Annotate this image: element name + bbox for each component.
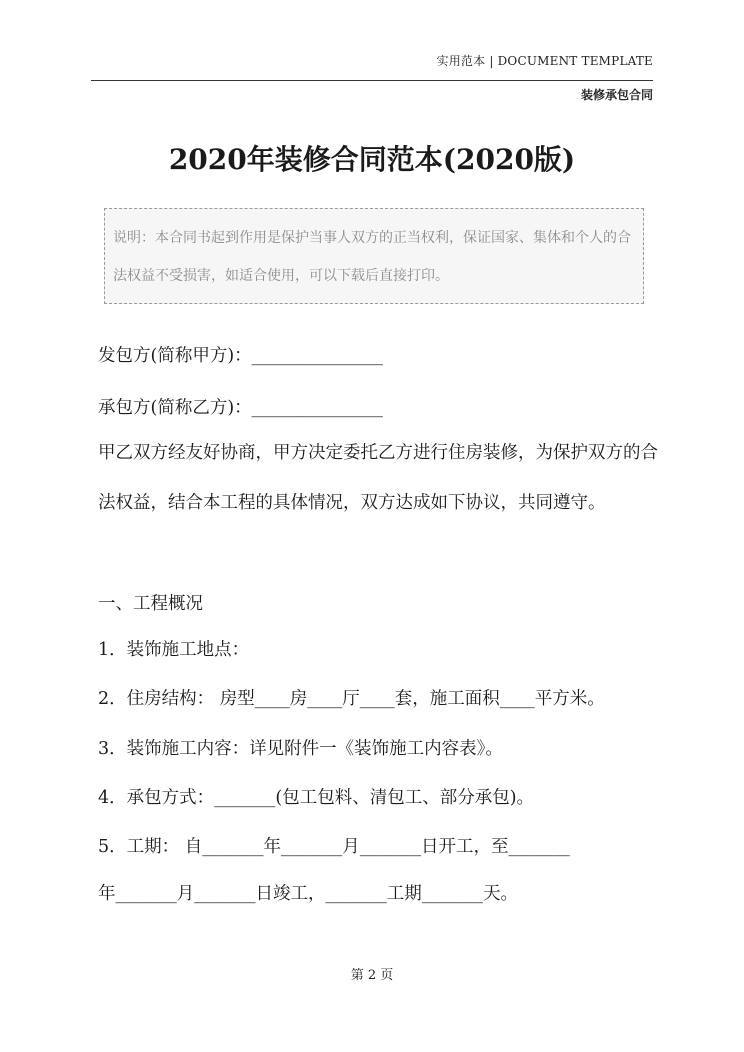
party-a-line: 发包方(简称甲方)：_______________ <box>98 346 383 366</box>
usage-note-text: 说明：本合同书起到作用是保护当事人双方的正当权利，保证国家、集体和个人的合法权益不受损害，如适合使用，可以下载后直接打印。 <box>113 230 631 284</box>
usage-note-box <box>104 208 644 304</box>
section-1-item-1: 1．装饰施工地点： <box>98 640 250 660</box>
section-1-item-5: 5．工期： 自_______年_______月_______日开工，至_______ <box>98 837 570 857</box>
section-1-heading: 一、工程概况 <box>98 594 203 614</box>
section-1-item-2: 2．住房结构： 房型____房____厅____套，施工面积____平方米。 <box>98 689 605 709</box>
intro-paragraph: 甲乙双方经友好协商，甲方决定委托乙方进行住房装修，为保护双方的合法权益，结合本工程的具体情况，双方达成如下协议，共同遵守。 <box>98 443 658 513</box>
page-number: 第 2 页 <box>350 968 394 983</box>
document-title: 2020年装修合同范本(2020版) <box>168 143 576 176</box>
section-1-item-3: 3．装饰施工内容：详见附件一《装饰施工内容表》。 <box>98 739 503 759</box>
header-template-label: 实用范本 | DOCUMENT TEMPLATE <box>436 54 653 68</box>
header-document-name: 装修承包合同 <box>580 88 653 102</box>
section-1-item-4: 4．承包方式：_______(包工包料、清包工、部分承包)。 <box>98 788 535 808</box>
header-divider <box>91 80 653 81</box>
party-b-line: 承包方(简称乙方)：_______________ <box>98 398 383 418</box>
section-1-item-5-continued: 年_______月_______日竣工，_______工期_______天。 <box>98 884 518 904</box>
